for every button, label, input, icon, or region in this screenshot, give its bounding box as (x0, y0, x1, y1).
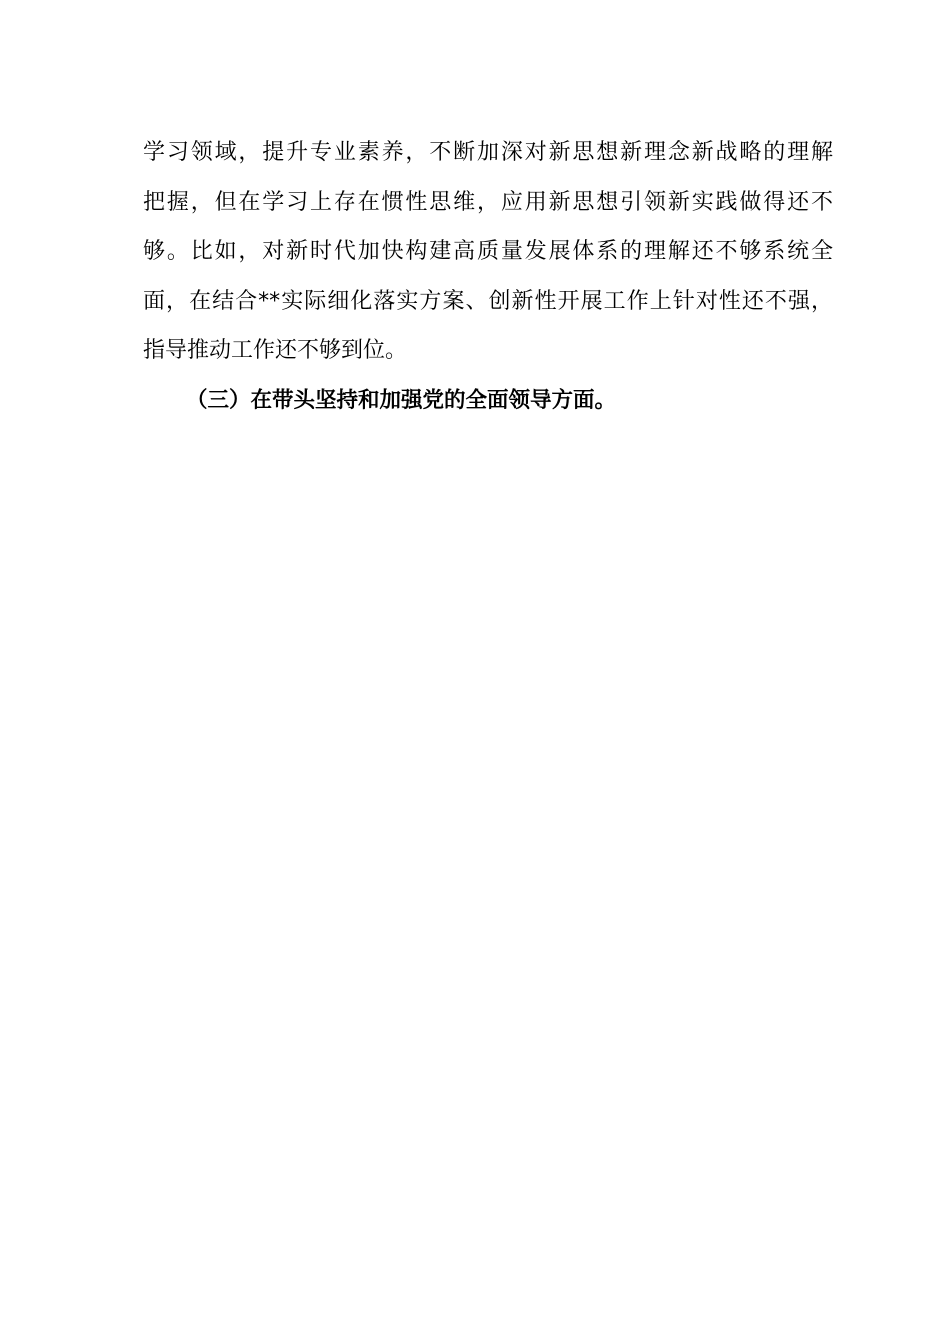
paragraph-line: 指导推动工作还不够到位。 (143, 338, 408, 363)
section-heading: （三）在带头坚持和加强党的全面领导方面。 (186, 387, 617, 413)
document-body (143, 128, 833, 425)
paragraph-line: 把握，但在学习上存在惯性思维，应用新思想引领新实践做得还不 (143, 189, 833, 215)
paragraph-line: 够。比如，对新时代加快构建高质量发展体系的理解还不够系统全 (143, 239, 833, 264)
paragraph-line: 面，在结合**实际细化落实方案、创新性开展工作上针对性还不强， (143, 288, 833, 314)
body-paragraph (143, 128, 833, 376)
paragraph-line: 学习领域，提升专业素养，不断加深对新思想新理念新战略的理解 (143, 140, 833, 165)
